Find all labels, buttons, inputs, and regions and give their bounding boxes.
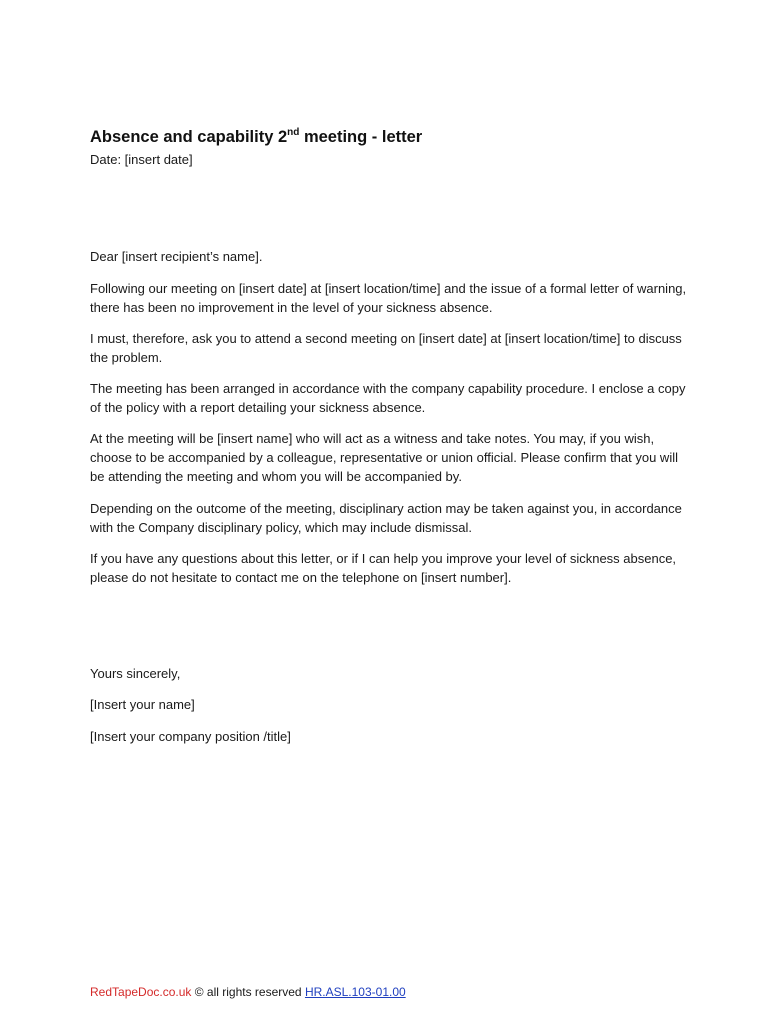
footer <box>90 985 406 999</box>
title-main: Absence and capability 2 <box>90 128 288 146</box>
paragraph-6: If you have any questions about this letter, or if I can help you improve your level of sickness absence, please do not hesitate to contact me on the telephone on [insert number]. <box>90 551 677 585</box>
paragraph-3: The meeting has been arranged in accordance with the company capability procedure. I enclose a copy of the policy with a report detailing your sickness absence. <box>90 381 686 415</box>
paragraph-4: At the meeting will be [insert name] who will act as a witness and take notes. You may, if you wish, choose to be accompanied by a colleague, representative or union official. Please confirm that you will be attending the meeting and whom you will be accompanied by. <box>90 431 678 484</box>
date-line: Date: [insert date] <box>90 152 193 167</box>
footer-rights: © all rights reserved <box>191 985 305 999</box>
footer-brand: RedTapeDoc.co.uk <box>90 985 192 999</box>
title-superscript: nd <box>287 127 300 138</box>
salutation: Dear [insert recipient’s name]. <box>90 249 263 264</box>
closing: Yours sincerely, <box>90 666 181 681</box>
footer-reference-link[interactable]: HR.ASL.103-01.00 <box>304 985 406 999</box>
document-title <box>90 128 422 147</box>
title-rest: meeting - letter <box>299 128 423 146</box>
paragraph-2: I must, therefore, ask you to attend a second meeting on [insert date] at [insert location/time] to discuss the problem. <box>90 331 682 365</box>
paragraph-5: Depending on the outcome of the meeting, disciplinary action may be taken against you, in accordance with the Company disciplinary policy, which may include dismissal. <box>90 501 682 535</box>
signature-title: [Insert your company position /title] <box>90 729 291 744</box>
paragraph-1: Following our meeting on [insert date] at [insert location/time] and the issue of a formal letter of warning, there has been no improvement in the level of your sickness absence. <box>90 281 687 315</box>
signature-name: [Insert your name] <box>90 697 195 712</box>
